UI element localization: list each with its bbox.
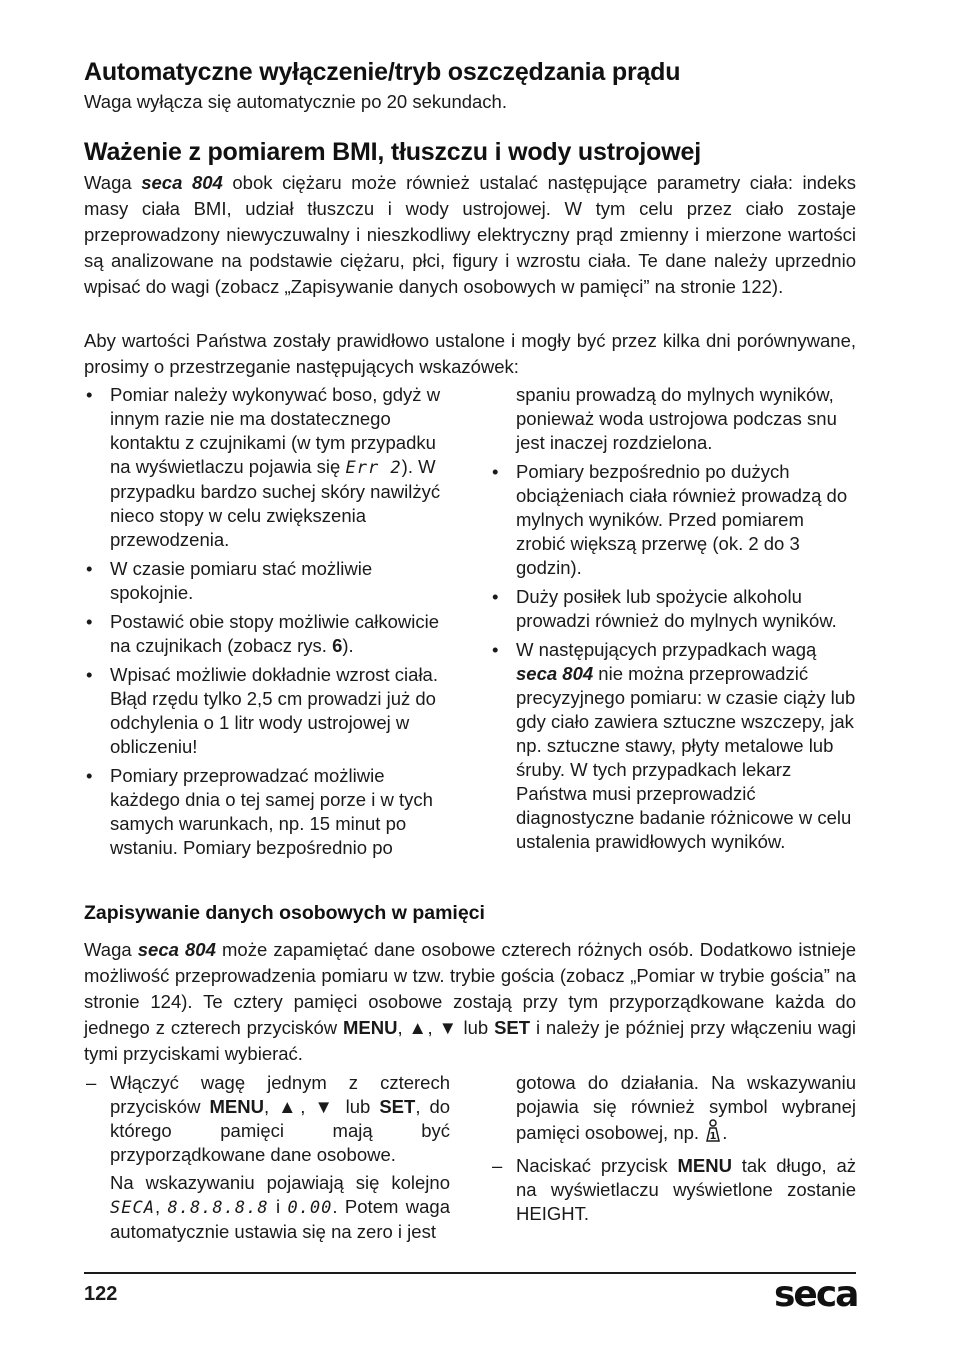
heading-bmi: Ważenie z pomiarem BMI, tłuszczu i wody ustrojowej — [84, 138, 701, 166]
set-key-label: SET — [379, 1096, 416, 1117]
model-name: seca 804 — [141, 172, 223, 193]
text-run: W następujących przypadkach wagą — [516, 639, 817, 660]
seca-logo — [774, 1274, 858, 1319]
text-run: spaniu prowadzą do mylnych wyników, ponieważ woda ustrojowa podczas snu jest inaczej rozdzielona. — [516, 384, 837, 453]
list-item — [490, 460, 856, 580]
lcd-test-segments: 8.8.8.8.8 — [167, 1198, 269, 1218]
list-item — [84, 764, 450, 860]
lcd-zero: 0.00 — [287, 1198, 333, 1218]
text-run: Naciskać przycisk — [516, 1155, 678, 1176]
text-run: i należy je później przy włączeniu wagi tymi przyciskami wybierać. — [84, 1017, 857, 1064]
text-run: Pomiar należy wykonywać boso, gdyż w innym razie nie ma dostatecznego kontaktu z czujnikami (w tym przypadku na wyświetlaczu pojawia się — [110, 384, 441, 477]
down-arrow-icon: ▼ — [314, 1096, 337, 1117]
step-item — [490, 1154, 856, 1226]
text-run: , — [397, 1017, 409, 1038]
dash: – — [86, 1072, 97, 1093]
list-item — [84, 610, 450, 658]
text-run: , — [300, 1096, 315, 1117]
bullet: • — [86, 611, 93, 632]
text-run: Pomiary bezpośrednio po dużych obciążeniach ciała również prowadzą do mylnych wyników. Przed pomiarem zrobić większą przerwę (ok. 2 do 3 godzin). — [516, 461, 848, 578]
user-memory-icon — [704, 1119, 722, 1149]
text-run: Postawić obie stopy możliwie całkowicie na czujnikach (zobacz rys. — [110, 611, 440, 656]
bullet-column-left — [84, 383, 450, 865]
up-arrow-icon: ▲ — [408, 1017, 428, 1038]
step-column-right — [490, 1071, 856, 1231]
heading-memory: Zapisywanie danych osobowych w pamięci — [84, 902, 485, 924]
menu-key-label: MENU — [677, 1155, 732, 1176]
text-run: tak długo, aż na wyświetlaczu wyświetlone zostanie HEIGHT. — [516, 1155, 856, 1224]
text-run: . — [722, 1122, 728, 1143]
auto-off-text: Waga wyłącza się automatycznie po 20 sekundach. — [84, 91, 507, 112]
model-name: seca 804 — [137, 939, 216, 960]
text-run: Duży posiłek lub spożycie alkoholu prowadzi również do mylnych wyników. — [516, 586, 837, 631]
memory-intro — [84, 937, 856, 1067]
text-run: ). W przypadku bardzo suchej skóry nawilżyć nieco stopy w celu zwiększenia przewodzenia. — [110, 456, 441, 550]
text-run: i — [268, 1196, 288, 1217]
bullet-column-right — [490, 383, 856, 859]
list-item — [84, 663, 450, 759]
text-run: , — [427, 1017, 439, 1038]
bullet: • — [86, 664, 93, 685]
bullet: • — [86, 384, 93, 405]
brand-wordmark: seca — [774, 1274, 858, 1314]
user-memory-number: 1 — [709, 1131, 717, 1142]
list-item — [84, 557, 450, 605]
dash: – — [492, 1155, 503, 1176]
bullet: • — [492, 586, 499, 607]
text-run: ). — [342, 635, 354, 656]
heading-auto-off: Automatyczne wyłączenie/tryb oszczędzania prądu — [84, 58, 681, 86]
bullet: • — [492, 639, 499, 660]
text-run: gotowa do działania. Na wskazywaniu pojawia się również symbol wybranej pamięci osobowej, np. — [516, 1072, 856, 1143]
bullet: • — [86, 765, 93, 786]
menu-key-label: MENU — [209, 1096, 264, 1117]
text-run: W czasie pomiaru stać możliwie spokojnie. — [110, 558, 373, 603]
page-number: 122 — [84, 1283, 118, 1305]
footer-divider — [84, 1272, 856, 1274]
text-run: nie można przeprowadzić precyzyjnego pomiaru: w czasie ciąży lub gdy ciało zawiera sztuczne wszczepy, jak np. sztuczne stawy, płyty metalowe lub śruby. W tych przypadkach lekarz Państwa musi przeprowadzić diagnostyczne badanie różnicowe w celu ustalenia prawidłowych wyników. — [516, 663, 856, 852]
step-column-left — [84, 1071, 450, 1249]
text-run: obok ciężaru może również ustalać następujące parametry ciała: indeks masy ciała BMI, udział tłuszczu i wody ustrojowej. W tym celu przez ciało zostaje przeprowadzony niewyczuwalny i nieszkodliwy elektryczny prąd zmienny i mierzone wartości są analizowane na podstawie ciężaru, płci, figury i wzrostu ciała. Te dane należy uprzednio wpisać do wagi (zobacz „Zapisywanie danych osobowych w pamięci” na stronie 122). — [84, 172, 857, 297]
figure-ref: 6 — [332, 635, 343, 656]
text-run: Pomiary przeprowadzać możliwie każdego dnia o tej samej porze i w tych samych warunkach, np. 15 minut po wstaniu. Pomiary bezpośrednio po — [110, 765, 433, 858]
model-name: seca 804 — [516, 663, 594, 684]
text-run: , — [263, 1096, 279, 1117]
bmi-intro — [84, 170, 856, 300]
step-item — [84, 1071, 450, 1244]
text-run: Waga — [84, 939, 138, 960]
text-run: , do którego pamięci mają być przyporządkowane dane osobowe. — [110, 1096, 451, 1165]
text-run: Na wskazywaniu pojawiają się kolejno — [110, 1172, 450, 1193]
bullet: • — [492, 461, 499, 482]
text-run: Włączyć wagę jednym z czterech przycisków — [110, 1072, 450, 1117]
list-item-continued — [490, 383, 856, 455]
up-arrow-icon: ▲ — [278, 1096, 301, 1117]
text-run: . Potem waga automatycznie ustawia się na zero i jest — [110, 1196, 450, 1242]
text-run: , — [154, 1196, 168, 1217]
text-run: lub — [336, 1096, 380, 1117]
step-subparagraph — [110, 1171, 450, 1244]
bmi-advice: Aby wartości Państwa zostały prawidłowo ustalone i mogły być przez kilka dni porównywane, prosimy o przestrzeganie następujących wskazówek: — [84, 330, 856, 377]
lcd-seca: SECA — [110, 1198, 155, 1218]
text-run: może zapamiętać dane osobowe czterech różnych osób. Dodatkowo istnieje możliwość przeprowadzenia pomiaru w tzw. trybie gościa (zobacz „Pomiar w trybie gościa” na stronie 124). Te cztery pamięci osobowe zostają przy tym przyporządkowane każda do jednego z czterech przycisków — [84, 939, 856, 1038]
bullet: • — [86, 558, 93, 579]
text-run: lub — [457, 1017, 495, 1038]
down-arrow-icon: ▼ — [438, 1017, 458, 1038]
list-item — [490, 585, 856, 633]
lcd-err-symbol: Err 2 — [345, 458, 402, 478]
text-run: Waga — [84, 172, 142, 193]
list-item — [84, 383, 450, 552]
list-item — [490, 638, 856, 854]
set-key-label: SET — [494, 1017, 531, 1038]
menu-key-label: MENU — [342, 1017, 398, 1038]
text-run: Wpisać możliwie dokładnie wzrost ciała. Błąd rzędu tylko 2,5 cm prowadzi już do odchylenia o 1 litr wody ustrojowej w obliczeniu! — [110, 664, 438, 757]
step-item-continued — [490, 1071, 856, 1149]
